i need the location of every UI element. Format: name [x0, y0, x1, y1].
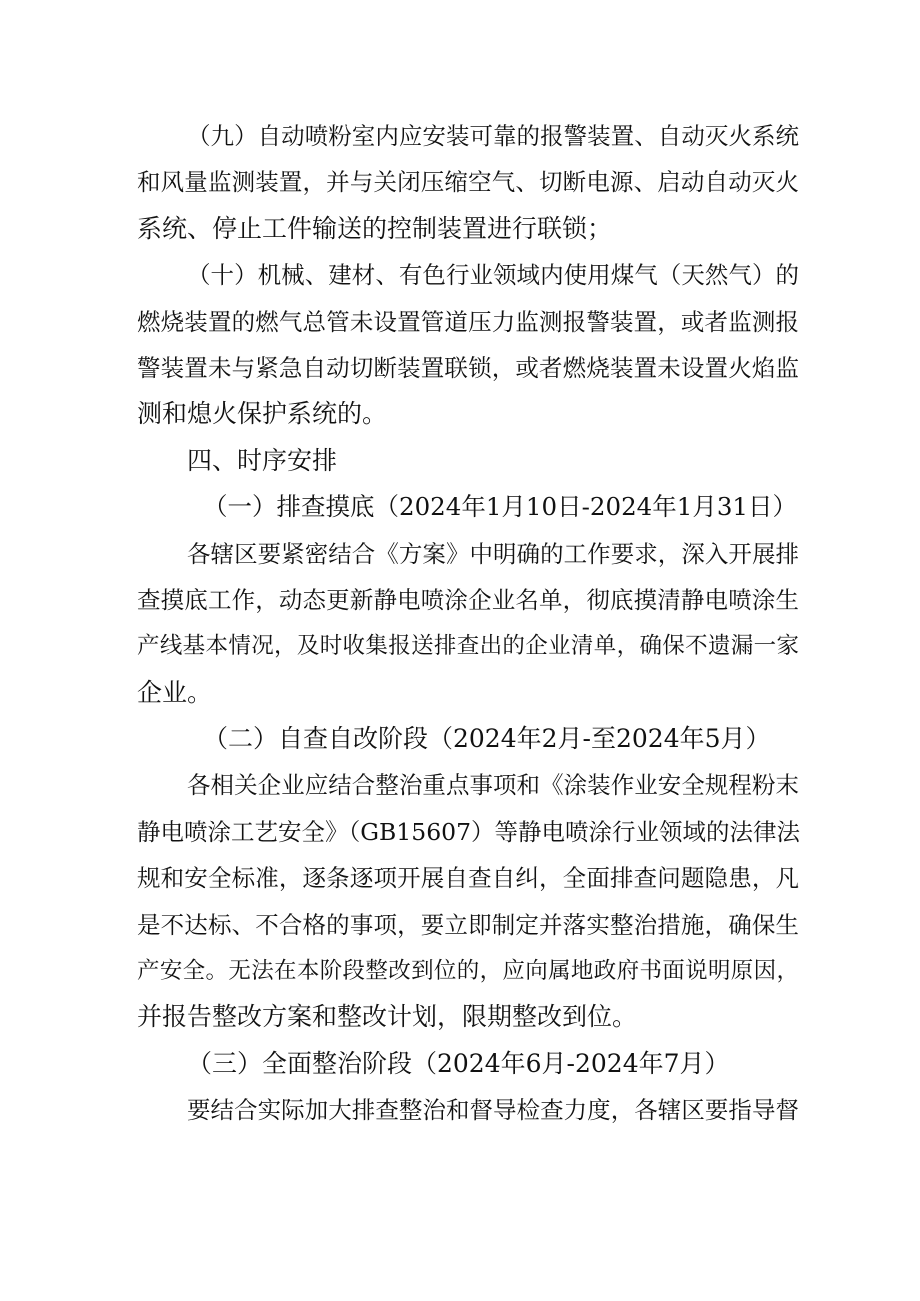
- subsection-heading: （二）自查自改阶段（2024年2月-至2024年5月）: [203, 724, 771, 754]
- paragraph-line: 系统、停止工件输送的控制装置进行联锁；: [137, 213, 613, 243]
- paragraph-line: 规和安全标准，逐条逐项开展自查自纠，全面排查问题隐患，凡: [137, 864, 799, 893]
- section-heading: 四、时序安排: [187, 445, 338, 475]
- paragraph-line: 各辖区要紧密结合《方案》中明确的工作要求，深入开展排: [187, 539, 799, 568]
- paragraph-line: 各相关企业应结合整治重点事项和《涂装作业安全规程粉末: [187, 771, 799, 800]
- paragraph-line: 查摸底工作，动态更新静电喷涂企业名单，彻底摸清静电喷涂生: [137, 585, 799, 614]
- paragraph-line: （十）机械、建材、有色行业领域内使用煤气（天然气）的: [187, 261, 799, 290]
- paragraph-line: 产线基本情况，及时收集报送排查出的企业清单，确保不遗漏一家: [137, 633, 799, 660]
- paragraph-line: （九）自动喷粉室内应安装可靠的报警装置、自动灭火系统: [187, 122, 799, 150]
- paragraph-line: 并报告整改方案和整改计划，限期整改到位。: [137, 1002, 638, 1032]
- paragraph-line: 警装置未与紧急自动切断装置联锁，或者燃烧装置未设置火焰监: [137, 353, 799, 382]
- paragraph-line: 静电喷涂工艺安全》（GB15607）等静电喷涂行业领域的法律法: [137, 817, 801, 846]
- paragraph-line: 产安全。无法在本阶段整改到位的，应向属地政府书面说明原因，: [137, 958, 799, 985]
- paragraph-line: 和风量监测装置，并与关闭压缩空气、切断电源、启动自动灭火: [137, 168, 799, 197]
- subsection-heading: （一）排查摸底（2024年1月10日-2024年1月31日）: [203, 492, 798, 522]
- subsection-heading: （三）全面整治阶段（2024年6月-2024年7月）: [187, 1048, 730, 1078]
- paragraph-line: 燃烧装置的燃气总管未设置管道压力监测报警装置，或者监测报: [137, 307, 799, 336]
- document-body: [137, 113, 799, 1134]
- paragraph-line: 企业。: [137, 677, 213, 707]
- paragraph-line: 要结合实际加大排查整治和督导检查力度，各辖区要指导督: [187, 1096, 799, 1125]
- paragraph-line: 测和熄火保护系统的。: [137, 399, 388, 429]
- paragraph-line: 是不达标、不合格的事项，要立即制定并落实整治措施，确保生: [137, 910, 799, 939]
